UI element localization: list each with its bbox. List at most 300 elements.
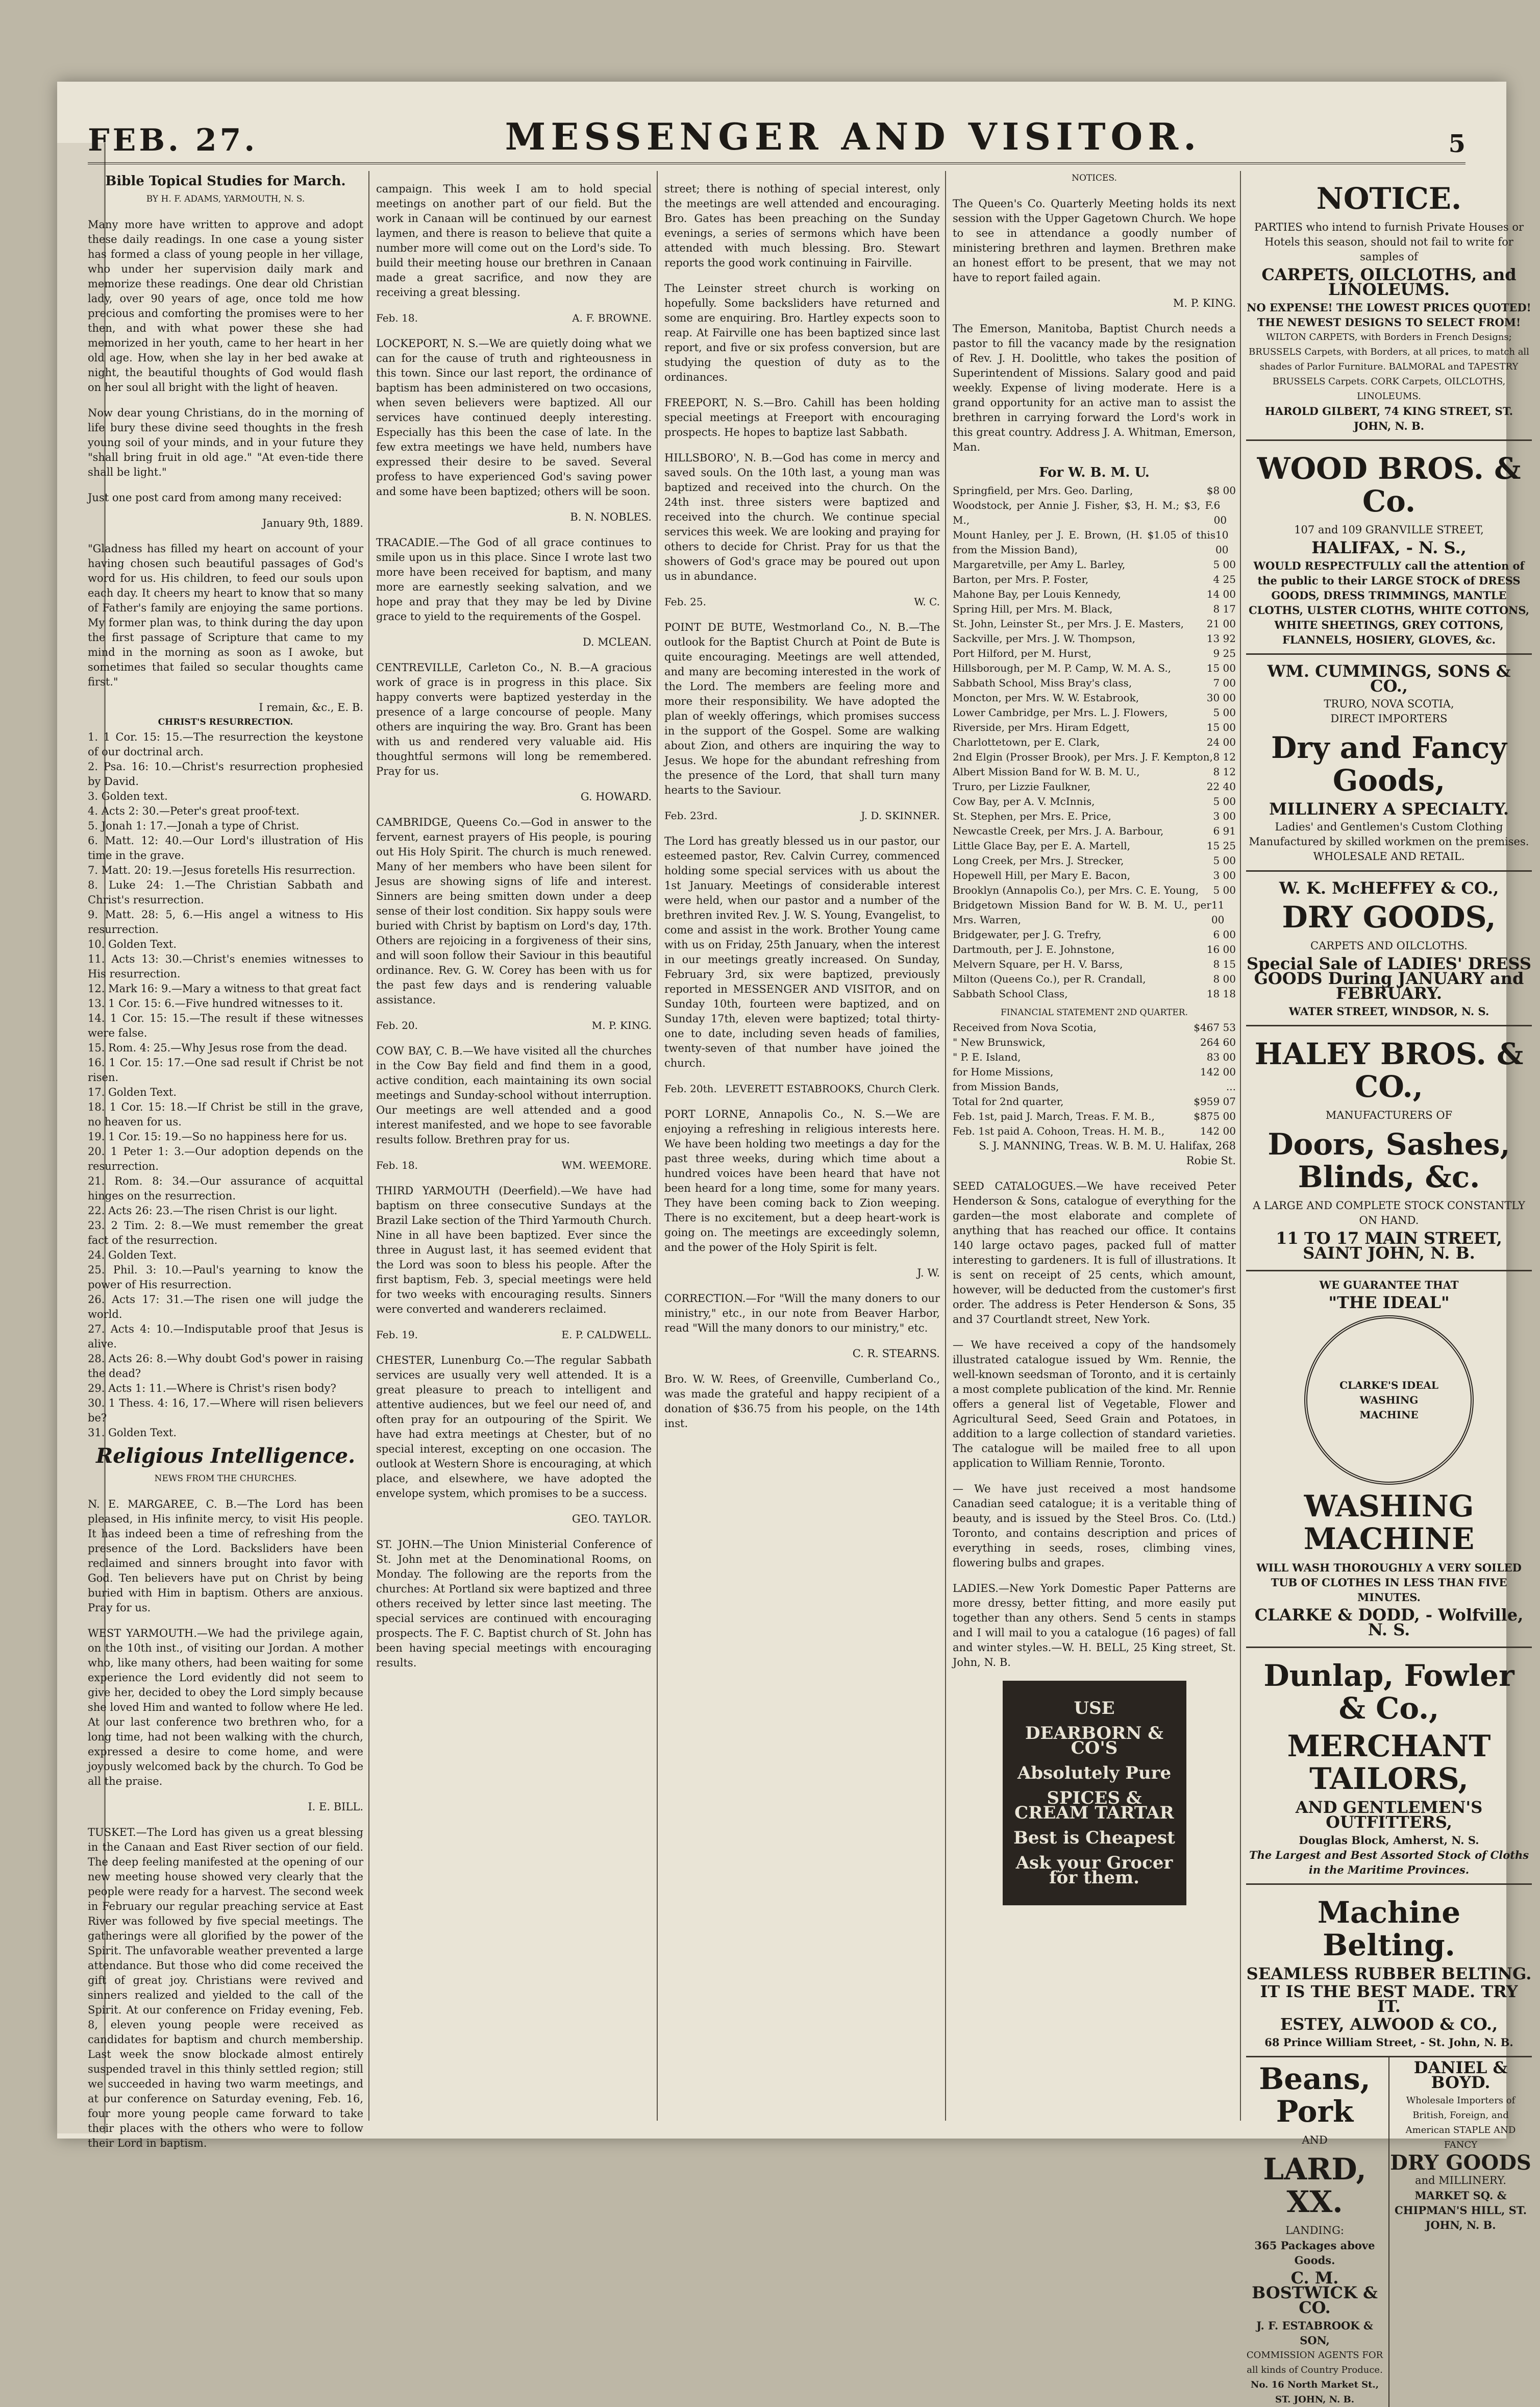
ledger-amount: 10 00 — [1215, 529, 1229, 556]
ledger-label: from Mission Bands, — [953, 1080, 1059, 1093]
reading-item: 31. Golden Text. — [88, 1427, 177, 1439]
ad-text: DRY GOODS, — [1282, 900, 1496, 935]
ledger-label: St. John, Leinster St., per Mrs. J. E. Masters, — [953, 618, 1184, 630]
ledger-row — [953, 794, 1236, 809]
ad-text: J. F. ESTABROOK & SON, — [1256, 2319, 1373, 2347]
ledger-row — [953, 765, 1236, 779]
signature: I. E. BILL. — [308, 1801, 363, 1813]
ledger-row — [953, 587, 1236, 602]
ledger-amount: 6 00 — [1213, 499, 1227, 526]
ledger-row — [953, 1109, 1236, 1124]
dateline: Feb. 23rd. — [664, 809, 718, 822]
ledger-label: Hopewell Hill, per Mary E. Bacon, — [953, 869, 1131, 881]
ad-text: TRURO, NOVA SCOTIA, — [1324, 698, 1454, 710]
ad-text: NO EXPENSE! THE LOWEST PRICES QUOTED! — [1247, 301, 1531, 314]
reading-item: 15. Rom. 4: 25.—Why Jesus rose from the dead. — [88, 1042, 347, 1054]
ad-text: No. 16 North Market St., ST. JOHN, N. B. — [1250, 2379, 1379, 2405]
ledger-label: Cow Bay, per A. V. McInnis, — [953, 795, 1095, 807]
ad-text: MERCHANT TAILORS, — [1287, 1729, 1491, 1796]
reading-item: 26. Acts 17: 31.—The risen one will judge the world. — [88, 1293, 363, 1320]
column-rule — [945, 171, 946, 2121]
ledger-label: Little Glace Bay, per E. A. Martell, — [953, 840, 1131, 852]
paragraph: PORT LORNE, Annapolis Co., N. S.—We are enjoying a refreshing in religious interests here. We have been holding two meetings a day for the past three weeks, during which time about a hundred voices have been heard that have not been heard for a long time, some for many years. They have been coming back to Zion weeping. There is no excitement, but a deep heart-work is going on. The meetings are exceedingly solemn, and the power of the Holy Spirit is felt. — [664, 1108, 940, 1254]
ad-dunlap — [1246, 1648, 1532, 1885]
newspaper-page — [57, 82, 1532, 2405]
ledger-row — [953, 705, 1236, 720]
ledger-row — [953, 661, 1236, 676]
paragraph: — We have received a copy of the handsomely illustrated catalogue issued by Wm. Rennie, the well-known seedsman of Toronto, and it is certainly a most complete publication of the kind. Mr. Rennie offers a general list of Vegetable, Flower and Agricultural Seed, Seed Grain and Potatoes, in addition to a large collection of standard varieties. The catalogue will be mailed free to all upon application to William Rennie, Toronto. — [953, 1339, 1236, 1469]
ledger-label: 2nd Elgin (Prosser Brook), per Mrs. J. F. Kempton, — [953, 751, 1213, 763]
ledger-amount: 15 00 — [1206, 662, 1236, 674]
paragraph: POINT DE BUTE, Westmorland Co., N. B.—The outlook for the Baptist Church at Point de Bute is quite encouraging. Meetings are well attended, and many are becoming interested in the work of the Lord. The members are feeling more and more their responsibility. We have adopted the plan of weekly offerings, which promises success in the support of the Gospel. Some are walking about Zion, and others are inquiring the way to Jesus. We hope for the abundant refreshing from the presence of the Lord, that shall turn many hearts to the Saviour. — [664, 621, 940, 796]
ad-title: W. K. McHEFFEY & CO., — [1279, 878, 1499, 898]
ad-mcheffey — [1246, 872, 1532, 1026]
ad-box-text: SPICES & CREAM TARTAR — [1014, 1787, 1174, 1823]
ledger-amount: 5 00 — [1213, 884, 1236, 896]
ledger-amount: 264 60 — [1200, 1036, 1236, 1048]
ledger-amount: 14 00 — [1206, 588, 1236, 600]
ledger-row — [953, 602, 1236, 617]
ad-text: THE NEWEST DESIGNS TO SELECT FROM! — [1257, 316, 1521, 329]
ledger-label: Newcastle Creek, per Mrs. J. A. Barbour, — [953, 825, 1164, 837]
ledger-label: Barton, per Mrs. P. Foster, — [953, 573, 1089, 585]
ledger-row — [953, 557, 1236, 572]
ledger-label: Mahone Bay, per Louis Kennedy, — [953, 588, 1121, 600]
ad-beans — [1246, 2057, 1383, 2407]
reading-item: 21. Rom. 8: 34.—Our assurance of acquittal hinges on the resurrection. — [88, 1175, 363, 1202]
column-4 — [953, 171, 1236, 2121]
page-header — [88, 107, 1466, 164]
ad-belting — [1246, 1885, 1532, 2057]
ad-text: MILLINERY A SPECIALTY. — [1269, 799, 1509, 819]
ledger-label: Feb. 1st paid A. Cohoon, Treas. H. M. B., — [953, 1125, 1165, 1137]
ledger-label: Hillsborough, per M. P. Camp, W. M. A. S., — [953, 662, 1172, 674]
ledger-amount: 30 00 — [1206, 692, 1236, 704]
paragraph: CHESTER, Lunenburg Co.—The regular Sabbath services are usually very well attended. It is a great pleasure to preach to intelligent and attentive audiences, but we feel our need of, and often pray for an outpouring of the Spirit. We have had extra meetings at Chester, but of no special interest, excepting on one occasion. The outlook at Western Shore is encouraging, at which place, and elsewhere, we have adopted the envelope system, which promises to be a success. — [376, 1354, 652, 1500]
ad-text: WILL WASH THOROUGHLY A VERY SOILED TUB OF CLOTHES IN LESS THAN FIVE MINUTES. — [1256, 1561, 1522, 1604]
reading-item: 7. Matt. 20: 19.—Jesus foretells His resurrection. — [88, 864, 356, 876]
ledger-row — [953, 676, 1236, 691]
ad-notice — [1246, 171, 1532, 441]
ad-text: 107 and 109 GRANVILLE STREET, — [1294, 524, 1484, 536]
paragraph: N. E. MARGAREE, C. B.—The Lord has been pleased, in His infinite mercy, to visit His people. It has indeed been a time of refreshing from the presence of the Lord. Backsliders have been reclaimed and sinners brought into favor with God. Ten believers have put on Christ by being buried with Him in baptism. Others are anxious. Pray for us. — [88, 1498, 363, 1614]
paragraph: Bro. W. W. Rees, of Greenville, Cumberland Co., was made the grateful and happy recipient of a donation of $36.75 from his people, on the 14th inst. — [664, 1373, 940, 1430]
ad-text: Wholesale Importers of British, Foreign, and American STAPLE AND FANCY — [1405, 2095, 1516, 2150]
paragraph: CENTREVILLE, Carleton Co., N. B.—A gracious work of grace is in progress in this place. Six happy converts were baptized yesterday in the presence of a large concourse of people. Many others are inquiring the way. Bro. Grant has been with us and rendered very valuable aid. His thoughtful sermons will long be remembered. Pray for us. — [376, 661, 652, 777]
ledger-row — [953, 898, 1236, 927]
ledger-amount: $8 00 — [1206, 484, 1236, 497]
ad-text: 68 Prince William Street, - St. John, N. B. — [1264, 2036, 1513, 2049]
paragraph: — We have just received a most handsome Canadian seed catalogue; it is a veritable thing of beauty, and is issued by the Steel Bros. Co. (Ltd.) Toronto, and contains description and prices of everything in seeds, roses, climbing vines, flowering bulbs and grapes. — [953, 1483, 1236, 1569]
ledger-label: Woodstock, per Annie J. Fisher, $3, H. M.; $3, F. M., — [953, 499, 1214, 526]
ad-text: WOULD RESPECTFULLY call the attention of the public to their LARGE STOCK of DRESS GOODS, DRESS TRIMMINGS, MANTLE CLOTHS, ULSTER CLOTHS, WHITE COTTONS, WHITE SHEETINGS, GREY COTTONS, FLANNELS, HOSIERY, GLOVES, &c. — [1248, 559, 1530, 646]
signature: E. P. CALDWELL. — [561, 1329, 652, 1341]
ledger-label: Melvern Square, per H. V. Barss, — [953, 958, 1123, 970]
ledger-label: Long Creek, per Mrs. J. Strecker, — [953, 854, 1124, 867]
ad-daniel-boyd — [1388, 2057, 1532, 2407]
ledger-amount: 142 00 — [1200, 1125, 1236, 1137]
byline: BY H. F. ADAMS, YARMOUTH, N. S. — [146, 194, 305, 204]
signature: A. F. BROWNE. — [572, 312, 652, 324]
column-rule — [657, 171, 658, 2121]
dateline: Feb. 25. — [664, 596, 706, 608]
section-heading: CHRIST'S RESURRECTION. — [158, 717, 293, 727]
ad-title: NOTICE. — [1316, 181, 1462, 216]
ledger-row — [953, 809, 1236, 824]
ledger-amount: $875 00 — [1194, 1110, 1236, 1122]
column-2 — [376, 171, 652, 2121]
ledger-amount: 8 17 — [1213, 603, 1236, 615]
paragraph: COW BAY, C. B.—We have visited all the churches in the Cow Bay field and find them in a good, active condition, each maintaining its own social meetings and Sunday-school without interruption. Our meetings are well attended and a good interest manifested, and we hope to see favorable results follow. Brethren pray for us. — [376, 1045, 652, 1146]
ad-text: A LARGE AND COMPLETE STOCK CONSTANTLY ON HAND. — [1253, 1199, 1525, 1226]
ad-box-text: USE — [1074, 1698, 1115, 1718]
reading-item: 12. Mark 16: 9.—Mary a witness to that great fact — [88, 983, 361, 995]
ledger-label: Springfield, per Mrs. Geo. Darling, — [953, 484, 1133, 497]
ad-text: 11 TO 17 MAIN STREET, SAINT JOHN, N. B. — [1276, 1229, 1502, 1263]
paragraph: LOCKEPORT, N. S.—We are quietly doing what we can for the cause of truth and righteousness in this town. Since our last report, the ordinance of baptism has been administered on two occasions, when seven believers were baptized. All our services have continued deeply interesting. Especially has this been the case of late. In the few extra meetings we have held, numbers have expressed their desire to be saved. Several profess to have experienced God's saving power and some have been baptized; others will be soon. — [376, 337, 652, 498]
signature: M. P. KING. — [1173, 297, 1236, 309]
ledger-label: Received from Nova Scotia, — [953, 1021, 1097, 1034]
ledger-row — [953, 853, 1236, 868]
paragraph: LADIES.—New York Domestic Paper Patterns are more dressy, better fitting, and more easily put together than any others. Send 5 cents in stamps and I will mail to you a catalogue (16 pages) of fall and winter styles.—W. H. BELL, 25 King street, St. John, N. B. — [953, 1582, 1236, 1668]
ad-box-text: Ask your Grocer for them. — [1015, 1852, 1173, 1888]
ledger-label: Lower Cambridge, per Mrs. L. J. Flowers, — [953, 706, 1168, 719]
paragraph: The Lord has greatly blessed us in our pastor, our esteemed pastor, Rev. Calvin Currey, commenced holding some special services with us about the 1st January. Meetings of considerable interest were held, when our pastor and a number of the brethren invited Rev. J. W. S. Young, Evangelist, to come and assist in the work. Brother Young came with us on Friday, 25th January, when the interest in our meetings greatly increased. On Sunday, February 3rd, six were baptized, previously reported in MESSENGER AND VISITOR, and on Sunday 10th, fourteen were baptized, and on Sunday 17th, eleven were baptized; total thirty-one to date, including seven heads of families, twenty-seven of that number have joined the church. — [664, 835, 940, 1069]
ledger-row — [953, 1050, 1236, 1065]
ad-title: Machine Belting. — [1317, 1895, 1461, 1962]
ledger-amount: 16 00 — [1206, 943, 1236, 955]
ledger-label: St. Stephen, per Mrs. E. Price, — [953, 810, 1111, 822]
section-heading: FINANCIAL STATEMENT 2ND QUARTER. — [1000, 1008, 1188, 1018]
section-heading: NOTICES. — [1072, 173, 1117, 183]
reading-item: 22. Acts 26: 23.—The risen Christ is our light. — [88, 1205, 338, 1217]
ledger-row — [953, 528, 1236, 557]
reading-item: 4. Acts 2: 30.—Peter's great proof-text. — [88, 805, 300, 817]
reading-item: 23. 2 Tim. 2: 8.—We must remember the great fact of the resurrection. — [88, 1219, 363, 1246]
ledger-row — [953, 779, 1236, 794]
ledger-label: Dartmouth, per J. E. Johnstone, — [953, 943, 1115, 955]
ledger-amount: 5 00 — [1213, 854, 1236, 867]
signature: GEO. TAYLOR. — [572, 1513, 652, 1525]
reading-item: 5. Jonah 1: 17.—Jonah a type of Christ. — [88, 820, 300, 832]
section-banner: Religious Intelligence. — [96, 1444, 355, 1468]
signature: W. C. — [914, 596, 940, 608]
ledger-amount: 21 00 — [1206, 618, 1236, 630]
ad-text: Dry and Fancy Goods, — [1271, 730, 1507, 798]
column-1 — [88, 171, 363, 2149]
ad-text: AND GENTLEMEN'S OUTFITTERS, — [1295, 1798, 1483, 1832]
ledger-label: Margaretville, per Amy L. Barley, — [953, 558, 1126, 571]
ledger-amount: 5 00 — [1213, 795, 1236, 807]
ad-title: HALEY BROS. & CO., — [1254, 1037, 1524, 1104]
paragraph: The Emerson, Manitoba, Baptist Church needs a pastor to fill the vacancy made by the resignation of Rev. J. H. Doolittle, who takes the position of Superintendent of Missions. Salary good and paid weekly. Expense of living moderate. Here is a grand opportunity for an active man to assist the brethren in carrying forward the Lord's work in this great country. Address J. A. Whitman, Emerson, Man. — [953, 323, 1236, 453]
ledger-amount: 3 00 — [1213, 810, 1236, 822]
paragraph: Now dear young Christians, do in the morning of life bury these divine seed thoughts in the fresh young soil of your minds, and in your future they "shall bring fruit in old age." "At even-tide there shall be light." — [88, 407, 363, 478]
signature: B. N. NOBLES. — [570, 511, 652, 523]
reading-item: 29. Acts 1: 11.—Where is Christ's risen body? — [88, 1382, 336, 1394]
ledger-row — [953, 839, 1236, 853]
financial-statement — [953, 1020, 1236, 1139]
ledger-amount: 24 00 — [1206, 736, 1236, 748]
ad-text: LANDING: — [1285, 2224, 1344, 2237]
ad-text: CARPETS, OILCLOTHS, and LINOLEUMS. — [1261, 265, 1517, 299]
paragraph: ST. JOHN.—The Union Ministerial Conference of St. John met at the Denominational Rooms, on Monday. The following are the reports from the churches: At Portland six were baptized and three others received by letter since last meeting. The special services are continued with encouraging prospects. The F. C. Baptist church of St. John has been having special meetings with encouraging results. — [376, 1538, 652, 1669]
reading-item: 6. Matt. 12: 40.—Our Lord's illustration of His time in the grave. — [88, 834, 363, 862]
dateline: Feb. 19. — [376, 1329, 418, 1341]
ledger-amount: 15 00 — [1206, 721, 1236, 733]
paragraph: SEED CATALOGUES.—We have received Peter Henderson & Sons, catalogue of everything for the garden—the most elaborate and complete of anything that has reached our office. It contains 140 large octavo pages, packed full of matter interesting to gardeners. It is full of illustrations. It is sent on receipt of 25 cents, which amount, however, will be deducted from the customer's first order. The address is Peter Henderson & Sons, 35 and 37 Courtlandt street, New York. — [953, 1180, 1236, 1325]
ledger-row — [953, 646, 1236, 661]
paragraph: The Queen's Co. Quarterly Meeting holds its next session with the Upper Gagetown Church. We hope to see in attendance a goodly number of ministering brethren and laymen. Brethren make an honest effort to be present, that we may not have to report failed again. — [953, 198, 1236, 284]
paragraph: CORRECTION.—For "Will the many doners to our ministry," etc., in our note from Beaver Harbor, read "Will the many donors to our ministry," etc. — [664, 1292, 940, 1334]
ledger-label: Truro, per Lizzie Faulkner, — [953, 780, 1091, 793]
ledger-label: Spring Hill, per Mrs. M. Black, — [953, 603, 1113, 615]
paragraph: WEST YARMOUTH.—We had the privilege again, on the 10th inst., of visiting our Jordan. A mother who, like many others, had been waiting for some experience the Lord evidently did not seem to give her, decided to obey the Lord simply because she loved Him and wanted to follow where He led. At our last conference two brethren who, for a long time, had not been walking with the church, expressed a desire to come home, and were joyously welcomed back by the church. To God be all the praise. — [88, 1627, 363, 1787]
ledger-amount: ... — [1226, 1080, 1236, 1093]
ad-text: C. M. BOSTWICK & CO. — [1252, 2268, 1378, 2317]
paragraph: TUSKET.—The Lord has given us a great blessing in the Canaan and East River section of our field. The deep feeling manifested at the opening of our new meeting house showed very clearly that the people were ready for a harvest. The second week in February our regular preaching service at East River was followed by five special meetings. The gatherings were all glorified by the power of the Spirit. The unfavorable weather prevented a large attendance. But those who did come received the gift of great joy. Christians were revived and sinners realized and yielded to the call of the Spirit. At our conference on Friday evening, Feb. 8, eleven young people were received as candidates for baptism and church membership. Last week the snow blockade almost entirely suspended travel in this thinly settled region; still we succeeded in having two warm meetings, and at our conference on Saturday evening, Feb. 16, four more young people came forward to take their places with the others who were to follow their Lord in baptism. — [88, 1826, 363, 2149]
ledger-amount: 6 00 — [1213, 928, 1236, 941]
readings-list — [88, 730, 363, 1440]
ledger-row — [953, 1094, 1236, 1109]
ledger-row — [953, 572, 1236, 587]
ledger-label: Sackville, per Mrs. J. W. Thompson, — [953, 632, 1136, 645]
paragraph: THIRD YARMOUTH (Deerfield).—We have had baptism on three consecutive Sundays at the Brazil Lake section of the Third Yarmouth Church. Nine in all have been baptized. Ever since the three in August last, it has seemed evident that the Lord was soon to bless his people. After the first baptism, Feb. 3, special meetings were held for two weeks with encouraging results. Sinners were converted and wanderers reclaimed. — [376, 1185, 652, 1315]
reading-item: 19. 1 Cor. 15: 19.—So no happiness here for us. — [88, 1131, 347, 1143]
ad-text: DRY GOODS — [1390, 2151, 1531, 2175]
ledger-row — [953, 868, 1236, 883]
signature: M. P. KING. — [591, 1019, 652, 1031]
signature: G. HOWARD. — [580, 791, 652, 803]
ad-text: ESTEY, ALWOOD & CO., — [1280, 2015, 1498, 2034]
ledger-amount: 18 18 — [1206, 988, 1236, 1000]
ledger-label: Bridgetown Mission Band for W. B. M. U., per Mrs. Warren, — [953, 899, 1211, 926]
ad-text: HAROLD GILBERT, 74 KING STREET, ST. JOHN, N. B. — [1264, 405, 1513, 432]
reading-item: 24. Golden Text. — [88, 1249, 177, 1261]
reading-item: 13. 1 Cor. 15: 6.—Five hundred witnesses to it. — [88, 997, 343, 1010]
ledger-amount: 5 00 — [1213, 706, 1236, 719]
ad-text: The Largest and Best Assorted Stock of Cloths in the Maritime Provinces. — [1249, 1849, 1529, 1876]
paragraph: FREEPORT, N. S.—Bro. Cahill has been holding special meetings at Freeport with encouraging prospects. He hopes to baptize last Sabbath. — [664, 397, 940, 438]
column-rule — [1240, 171, 1241, 2121]
ledger-label: Port Hilford, per M. Hurst, — [953, 647, 1091, 659]
ad-text: WATER STREET, WINDSOR, N. S. — [1288, 1005, 1489, 1018]
ad-box-text: Best is Cheapest — [1013, 1827, 1175, 1848]
ledger-amount: $959 07 — [1194, 1095, 1236, 1108]
paragraph: CAMBRIDGE, Queens Co.—God in answer to the fervent, earnest prayers of His people, is pouring out His Holy Spirit. The church is much renewed. Many of her members who have been silent for Jesus are showing signs of life and interest. Sinners are being smitten down under a deep sense of their lost condition. Six happy souls were buried with Christ by baptism on Lord's day, 17th. Others are rejoicing in a forgiveness of their sins, and will soon follow their Saviour in this beautiful ordinance. Rev. G. W. Corey has been with us for the past few days and is rendering valuable assistance. — [376, 816, 652, 1006]
issue-date: FEB. 27. — [88, 122, 258, 158]
ledger-label: Milton (Queens Co.), per R. Crandall, — [953, 973, 1146, 985]
reading-item: 17. Golden Text. — [88, 1086, 177, 1098]
ad-text: DIRECT IMPORTERS — [1330, 713, 1448, 725]
letter-date: January 9th, 1889. — [262, 517, 363, 529]
ad-text: WASHING MACHINE — [1303, 1489, 1475, 1556]
ledger-label: Moncton, per Mrs. W. W. Estabrook, — [953, 692, 1139, 704]
ad-text: LARD, XX. — [1263, 2152, 1367, 2219]
article-title: Bible Topical Studies for March. — [105, 174, 346, 189]
ledger-row — [953, 750, 1236, 765]
reading-item: 25. Phil. 3: 10.—Paul's yearning to know the power of His resurrection. — [88, 1264, 363, 1291]
reading-item: 18. 1 Cor. 15: 18.—If Christ be still in the grave, no heaven for us. — [88, 1101, 363, 1128]
ledger-row — [953, 883, 1236, 898]
dateline: Feb. 20. — [376, 1019, 418, 1031]
ledger-label: Albert Mission Band for W. B. M. U., — [953, 766, 1140, 778]
ledger-row — [953, 987, 1236, 1001]
signature: S. J. MANNING, Treas. W. B. M. U. Halifax, 268 Robie St. — [979, 1140, 1236, 1167]
ad-cummings — [1246, 655, 1532, 872]
reading-item: 2. Psa. 16: 10.—Christ's resurrection prophesied by David. — [88, 760, 363, 788]
dateline: Feb. 20th. — [664, 1083, 717, 1095]
ad-row-bottom — [1246, 2057, 1532, 2407]
reading-item: 3. Golden text. — [88, 790, 168, 802]
ledger-row — [953, 1065, 1236, 1079]
reading-item: 10. Golden Text. — [88, 938, 177, 950]
signature: J. D. SKINNER. — [861, 809, 940, 822]
reading-item: 14. 1 Cor. 15: 15.—The result if these witnesses were false. — [88, 1012, 363, 1039]
paragraph: Just one post card from among many received: — [88, 492, 342, 504]
ledger-row — [953, 1079, 1236, 1094]
spice-advertisement — [1003, 1681, 1186, 1905]
ledger-amount: 83 00 — [1206, 1051, 1236, 1063]
ledger-row — [953, 1124, 1236, 1139]
section-heading: For W. B. M. U. — [1039, 465, 1150, 480]
ledger-amount: 8 15 — [1213, 958, 1236, 970]
seal-text: CLARKE'S IDEAL WASHING MACHINE — [1339, 1379, 1438, 1421]
paragraph: The Leinster street church is working on hopefully. Some backsliders have returned and some are enquiring. Bro. Hartley expects soon to reap. At Fairville one has been baptized since last report, and five or six profess conversion, but are studying the question of duty as to the ordinances. — [664, 282, 940, 383]
reading-item: 11. Acts 13: 30.—Christ's enemies witnesses to His resurrection. — [88, 953, 363, 980]
ledger-row — [953, 972, 1236, 987]
ad-text: 365 Packages above Goods. — [1254, 2239, 1375, 2267]
ad-text: MARKET SQ. & CHIPMAN'S HILL, ST. JOHN, N. B. — [1394, 2189, 1527, 2231]
ad-text: PARTIES who intend to furnish Private Houses or Hotels this season, should not fail to write for samples of — [1254, 221, 1524, 263]
signature: LEVERETT ESTABROOKS, Church Clerk. — [725, 1083, 940, 1095]
ledger-label: Charlottetown, per E. Clark, — [953, 736, 1100, 748]
ledger-row — [953, 1035, 1236, 1050]
ledger-row — [953, 498, 1236, 528]
ledger-amount: $467 53 — [1194, 1021, 1236, 1034]
washing-machine-seal-icon — [1304, 1315, 1474, 1485]
dateline: Feb. 18. — [376, 1159, 418, 1171]
section-heading: NEWS FROM THE CHURCHES. — [154, 1473, 297, 1484]
ledger-label: Bridgewater, per J. G. Trefry, — [953, 928, 1102, 941]
ad-ideal-washer — [1246, 1271, 1532, 1648]
ledger-amount: 6 91 — [1213, 825, 1236, 837]
paragraph: HILLSBORO', N. B.—God has come in mercy and saved souls. On the 10th last, a young man was baptized and received into the church. On the 24th inst. three sisters were baptized and received into the church. We continue special services this week. We are looking and praying for others to decide for Christ. Pray for us that the showers of God's grace may be poured out upon us in abundance. — [664, 452, 940, 582]
ad-text: AND — [1302, 2134, 1328, 2146]
ledger-row — [953, 617, 1236, 631]
ledger-amount: 7 00 — [1213, 677, 1236, 689]
ledger-amount: 22 40 — [1206, 780, 1236, 793]
ledger-amount: 9 25 — [1213, 647, 1236, 659]
ad-text: IT IS THE BEST MADE. TRY IT. — [1260, 1982, 1518, 2016]
ledger-row — [953, 957, 1236, 972]
signature: C. R. STEARNS. — [852, 1347, 940, 1360]
signature: D. MCLEAN. — [582, 636, 652, 648]
ledger-label: Sabbath School, Miss Bray's class, — [953, 677, 1132, 689]
ad-title: Beans, Pork — [1259, 2061, 1371, 2129]
ledger-amount: 8 00 — [1213, 973, 1236, 985]
paragraph: TRACADIE.—The God of all grace continues to smile upon us in this place. Since I wrote last two more have been received for baptism, and many more are earnestly seeking salvation, and we hope and pray that they may be led by Divine grace to yield to the requirements of the Gospel. — [376, 536, 652, 623]
ledger-label: Mount Hanley, per J. E. Brown, (H. $1.05 of this from the Mission Band), — [953, 529, 1215, 556]
ad-text: Special Sale of LADIES' DRESS GOODS During JANUARY and FEBRUARY. — [1247, 954, 1531, 1003]
ad-text: CLARKE & DODD, - Wolfville, N. S. — [1254, 1605, 1524, 1639]
signature: J. W. — [917, 1267, 940, 1279]
ad-text: SEAMLESS RUBBER BELTING. — [1246, 1964, 1532, 1983]
reading-item: 20. 1 Peter 1: 3.—Our adoption depends on the resurrection. — [88, 1145, 363, 1172]
column-rule — [368, 171, 369, 2121]
ledger-row — [953, 631, 1236, 646]
reading-item: 9. Matt. 28: 5, 6.—His angel a witness to His resurrection. — [88, 908, 363, 936]
column-5-ads — [1246, 171, 1532, 2405]
ad-text: WE GUARANTEE THAT — [1319, 1279, 1459, 1291]
ledger-amount: 8 12 — [1213, 751, 1236, 763]
signoff: I remain, &c., E. B. — [259, 701, 363, 714]
reading-item: 28. Acts 26: 8.—Why doubt God's power in raising the dead? — [88, 1353, 363, 1380]
paragraph: "Gladness has filled my heart on account of your having chosen such beautiful passages of God's word for us. His children, to feed our souls upon each day. It cheers my heart to know that so many of Father's family are enjoying the same portions. My former plan was, to think during the day upon the first passage of Scripture that came to my mind in the morning as soon as I awoke, but sometimes that failed so secular thoughts came first." — [88, 543, 363, 688]
ad-title: WOOD BROS. & Co. — [1257, 451, 1521, 519]
ad-text: WILTON CARPETS, with Borders in French Designs; BRUSSELS Carpets, with Borders, at all prices, to match all shades of Parlor Furniture. BALMORAL and TAPESTRY BRUSSELS Carpets. CORK Carpets, OILCLOTHS, LINOLEUMS. — [1249, 332, 1529, 402]
ledger-row — [953, 1020, 1236, 1035]
ad-title: WM. CUMMINGS, SONS & CO., — [1267, 661, 1511, 696]
ad-box-text: Absolutely Pure — [1017, 1762, 1172, 1783]
ad-text: CARPETS AND OILCLOTHS. — [1310, 940, 1468, 952]
ad-box-text: DEARBORN & CO'S — [1025, 1723, 1163, 1758]
ledger-amount: 8 12 — [1213, 766, 1236, 778]
ledger-label: for Home Missions, — [953, 1066, 1054, 1078]
ad-title: "THE IDEAL" — [1328, 1293, 1450, 1312]
donations-list — [953, 483, 1236, 1001]
ad-haley — [1246, 1026, 1532, 1271]
ledger-amount: 13 92 — [1206, 632, 1236, 645]
ledger-amount: 15 25 — [1206, 840, 1236, 852]
ledger-label: Total for 2nd quarter, — [953, 1095, 1064, 1108]
ad-text: Douglas Block, Amherst, N. S. — [1299, 1834, 1479, 1847]
ledger-label: Riverside, per Mrs. Hiram Edgett, — [953, 721, 1130, 733]
ad-wood-bros — [1246, 441, 1532, 655]
ad-text: MANUFACTURERS OF — [1325, 1109, 1453, 1121]
ledger-label: " P. E. Island, — [953, 1051, 1021, 1063]
dateline: Feb. 18. — [376, 312, 418, 324]
ad-text: Doors, Sashes, Blinds, &c. — [1268, 1127, 1510, 1194]
ledger-label: Sabbath School Class, — [953, 988, 1068, 1000]
ledger-row — [953, 824, 1236, 839]
reading-item: 8. Luke 24: 1.—The Christian Sabbath and Christ's resurrection. — [88, 879, 363, 906]
reading-item: 16. 1 Cor. 15: 17.—One sad result if Christ be not risen. — [88, 1057, 363, 1084]
signature: WM. WEEMORE. — [561, 1159, 652, 1171]
ledger-amount: 11 00 — [1211, 899, 1225, 926]
ledger-row — [953, 942, 1236, 957]
ledger-amount: 3 00 — [1213, 869, 1236, 881]
reading-item: 1. 1 Cor. 15: 15.—The resurrection the keystone of our doctrinal arch. — [88, 731, 363, 758]
ad-text: COMMISSION AGENTS FOR all kinds of Country Produce. — [1246, 2350, 1383, 2375]
ledger-row — [953, 735, 1236, 750]
ledger-row — [953, 691, 1236, 705]
reading-item: 27. Acts 4: 10.—Indisputable proof that Jesus is alive. — [88, 1323, 363, 1350]
paragraph: Many more have written to approve and adopt these daily readings. In one case a young sister has formed a class of young people in her village, who under her supervision daily mark and memorize these readings. One dear old Christian lady, over 90 years of age, once told me how precious and comforting the promises were to her then, and with what power these she had memorized in her youth, came to her heart in her old age. How, when she lay in her bed awake at night, the beautiful thoughts of God would flash on her soul all bright with the light of heaven. — [88, 218, 363, 394]
ad-title: Dunlap, Fowler & Co., — [1263, 1658, 1514, 1726]
ledger-row — [953, 927, 1236, 942]
ledger-amount: 142 00 — [1200, 1066, 1236, 1078]
masthead: MESSENGER AND VISITOR. — [505, 115, 1202, 158]
paragraph: street; there is nothing of special interest, only the meetings are well attended and encouraging. Bro. Gates has been preaching on the Sunday evenings, a series of sermons which have been attended with much blessing. Bro. Stewart reports the good work continuing in Fairville. — [664, 183, 940, 269]
ledger-row — [953, 720, 1236, 735]
ad-text: Ladies' and Gentlemen's Custom Clothing Manufactured by skilled workmen on the premises. WHOLESALE AND RETAIL. — [1249, 821, 1529, 863]
paragraph: campaign. This week I am to hold special meetings on another part of our field. But the work in Canaan will be continued by our earnest laymen, and there is reason to believe that quite a number more will come out on the Lord's side. To build their meeting house our brethren in Canaan made a great sacrifice, and now they are receiving a great blessing. — [376, 183, 652, 299]
ad-text: and MILLINERY. — [1415, 2174, 1506, 2187]
ledger-label: " New Brunswick, — [953, 1036, 1046, 1048]
ledger-label: Feb. 1st, paid J. March, Treas. F. M. B., — [953, 1110, 1155, 1122]
reading-item: 30. 1 Thess. 4: 16, 17.—Where will risen believers be? — [88, 1397, 363, 1424]
